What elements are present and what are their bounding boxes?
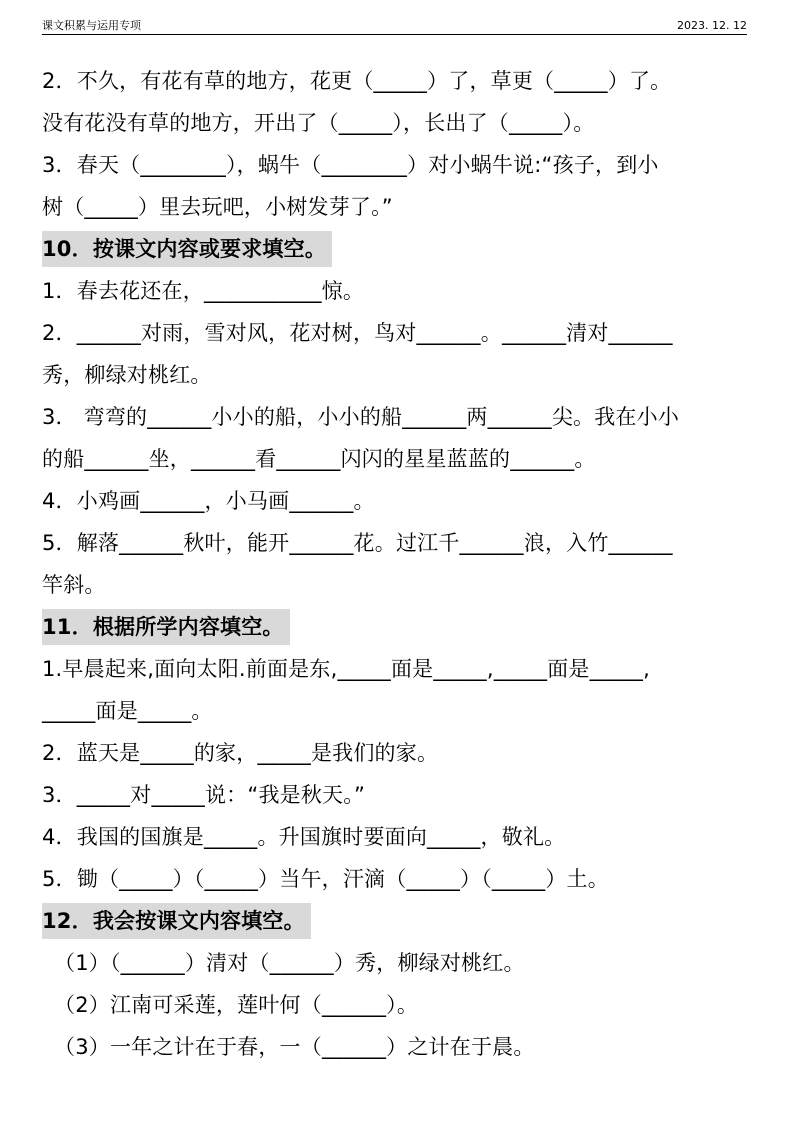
section-heading-11: 11．根据所学内容填空。 (42, 606, 752, 648)
text-line: 竿斜。 (42, 573, 106, 597)
section-heading-12: 12．我会按课文内容填空。 (42, 900, 752, 942)
section-heading-10: 10．按课文内容或要求填空。 (42, 228, 752, 270)
text-line: 4．小鸡画______，小马画______。 (42, 489, 375, 513)
page-header (42, 18, 747, 35)
text-line: （2）江南可采莲，莲叶何（______）。 (54, 993, 419, 1017)
text-line: 3．_____对_____说：“我是秋天。” (42, 783, 366, 807)
text-line: （1）（______）清对（______）秀，柳绿对桃红。 (54, 951, 525, 975)
text-line: 2．______对雨，雪对风，花对树，鸟对______。______清对______ (42, 321, 673, 345)
text-line: 5．解落______秋叶，能开______花。过江千______浪，入竹______ (42, 531, 673, 555)
text-line: 没有花没有草的地方，开出了（_____），长出了（_____）。 (42, 111, 595, 135)
text-line: 1．春去花还在，___________惊。 (42, 279, 365, 303)
text-line: 2．蓝天是_____的家，_____是我们的家。 (42, 741, 439, 765)
text-line: 3．春天（________），蜗牛（________）对小蜗牛说:“孩子，到小 (42, 153, 659, 177)
text-line: （3）一年之计在于春，一（______）之计在于晨。 (54, 1035, 535, 1059)
worksheet-content (42, 60, 752, 1068)
text-line: 4．我国的国旗是_____。升国旗时要面向_____，敬礼。 (42, 825, 566, 849)
header-date: 2023. 12. 12 (677, 19, 747, 32)
text-line: _____面是_____。 (42, 699, 213, 723)
text-line: 树（_____）里去玩吧，小树发芽了。” (42, 195, 393, 219)
text-line: 2．不久，有花有草的地方，花更（_____）了，草更（_____）了。 (42, 69, 672, 93)
text-line: 5．锄（_____）（_____）当午，汗滴（_____）（_____）土。 (42, 867, 609, 891)
text-line: 秀，柳绿对桃红。 (42, 363, 212, 387)
text-line: 3． 弯弯的______小小的船，小小的船______两______尖。我在小小 (42, 405, 680, 429)
header-title: 课文积累与运用专项 (42, 19, 141, 32)
text-line: 的船______坐，______看______闪闪的星星蓝蓝的______。 (42, 447, 596, 471)
text-line: 1.早晨起来,面向太阳.前面是东,_____面是_____,_____面是_____, (42, 657, 651, 681)
